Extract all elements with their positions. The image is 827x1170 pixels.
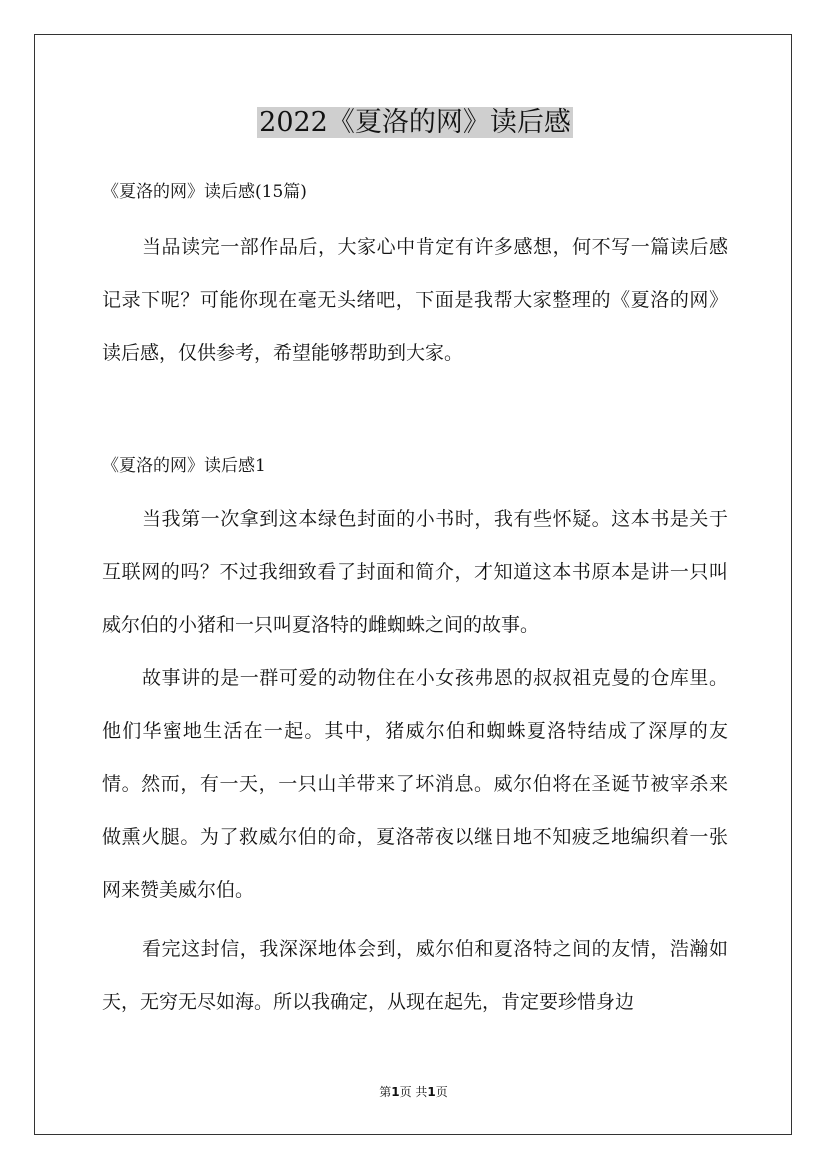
footer-mid: 页 共 (399, 1085, 428, 1099)
section-paragraph-2: 故事讲的是一群可爱的动物住在小女孩弗恩的叔叔祖克曼的仓库里。他们华蜜地生活在一起。其中，猪威尔伯和蜘蛛夏洛特结成了深厚的友情。然而，有一天，一只山羊带来了坏消息。威尔伯将在圣诞节被宰杀来做熏火腿。为了救威尔伯的命，夏洛蒂夜以继日地不知疲乏地编织着一张网来赞美威尔伯。 (102, 667, 728, 901)
document-title (102, 104, 728, 142)
document-subtitle: 《夏洛的网》读后感(15篇) (102, 182, 307, 202)
section-paragraph-1: 当我第一次拿到这本绿色封面的小书时，我有些怀疑。这本书是关于互联网的吗？不过我细致看了封面和简介，才知道这本书原本是讲一只叫威尔伯的小猪和一只叫夏洛特的雌蜘蛛之间的故事。 (102, 508, 728, 636)
section-heading: 《夏洛的网》读后感1 (102, 456, 266, 476)
footer-total-pages: 1 (427, 1085, 436, 1099)
section-paragraph-3: 看完这封信，我深深地体会到，威尔伯和夏洛特之间的友情，浩瀚如天，无穷无尽如海。所以我确定，从现在起先，肯定要珍惜身边 (102, 938, 728, 1013)
document-title-text: 2022《夏洛的网》读后感 (259, 107, 571, 138)
footer-suffix: 页 (435, 1085, 448, 1099)
footer-page-number: 1 (391, 1085, 400, 1099)
footer-prefix: 第 (379, 1085, 392, 1099)
page-footer (0, 1083, 827, 1101)
intro-paragraph: 当品读完一部作品后，大家心中肯定有许多感想，何不写一篇读后感记录下呢？可能你现在毫无头绪吧，下面是我帮大家整理的《夏洛的网》读后感，仅供参考，希望能够帮助到大家。 (102, 236, 728, 364)
